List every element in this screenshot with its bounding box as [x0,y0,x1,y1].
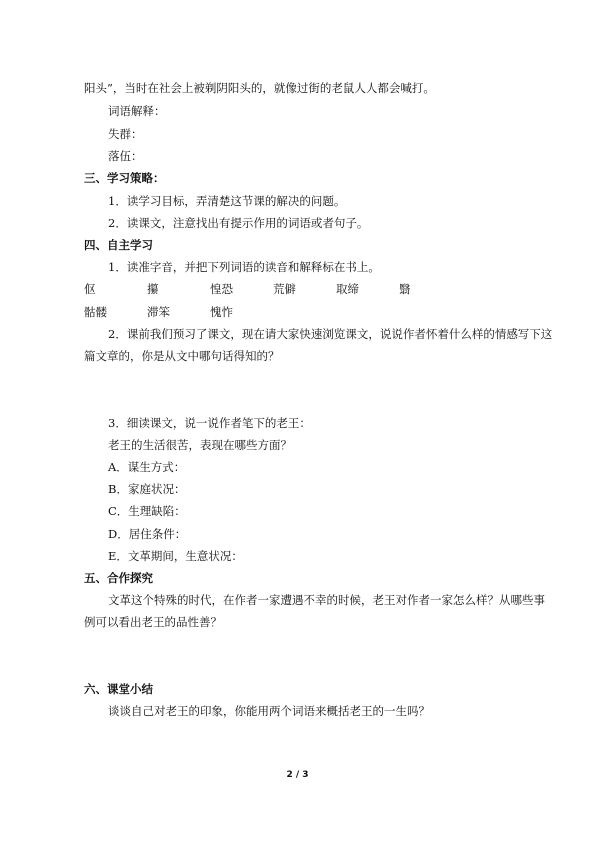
section-4-item-2-line-1: 2．课前我们预习了课文，现在请大家快速浏览课文，说说作者怀着什么样的情感写下这 [108,327,553,341]
vocab-item-1: 失群： [108,127,143,141]
option-c: C．生理缺陷： [108,504,186,518]
option-e: E．文革期间，生意状况： [108,549,243,563]
section-5-line-2: 例可以看出老王的品性善？ [84,615,222,629]
word-2: 攥 [147,282,159,296]
section-4-item-1: 1．读准字音，并把下列词语的读音和解释标在书上。 [108,260,380,274]
section-3-title: 三、学习策略： [84,171,165,185]
section-5-line-1: 文革这个特殊的时代，在作者一家遭遇不幸的时候，老王对作者一家怎么样？从哪些事 [108,593,545,607]
option-a: A．谋生方式： [108,460,186,474]
section-4-item-2-line-2: 篇文章的，你是从文中哪句话得知的？ [84,349,280,363]
option-d: D．居住条件： [108,527,187,541]
section-6-line-1: 谈谈自己对老王的印象，你能用两个词语来概括老王的一生吗？ [108,704,430,718]
vocab-label: 词语解释： [108,104,166,118]
page-number: 2 / 3 [286,770,309,780]
section-4-item-3-question: 老王的生活很苦，表现在哪些方面？ [108,438,292,452]
word-8: 滞笨 [147,305,170,319]
word-9: 愧怍 [210,305,233,319]
word-7: 骷髅 [84,305,107,319]
section-6-title: 六、课堂小结 [84,682,153,696]
section-3-item-1: 1．读学习目标，弄清楚这节课的解决的问题。 [108,194,346,208]
vocab-item-2: 落伍： [108,149,143,163]
word-3: 惶恐 [210,282,233,296]
option-b: B．家庭状况： [108,482,186,496]
section-4-title: 四、自主学习 [84,238,153,252]
section-5-title: 五、合作探究 [84,571,153,585]
word-5: 取缔 [336,282,359,296]
word-6: 翳 [399,282,411,296]
word-1: 伛 [84,282,96,296]
section-4-item-3: 3．细读课文，说一说作者笔下的老王： [108,416,311,430]
word-4: 荒僻 [273,282,296,296]
section-3-item-2: 2．读课文，注意找出有提示作用的词语或者句子。 [108,216,369,230]
intro-line: 阳头”，当时在社会上被剃阴阳头的，就像过街的老鼠人人都会喊打。 [84,81,435,95]
